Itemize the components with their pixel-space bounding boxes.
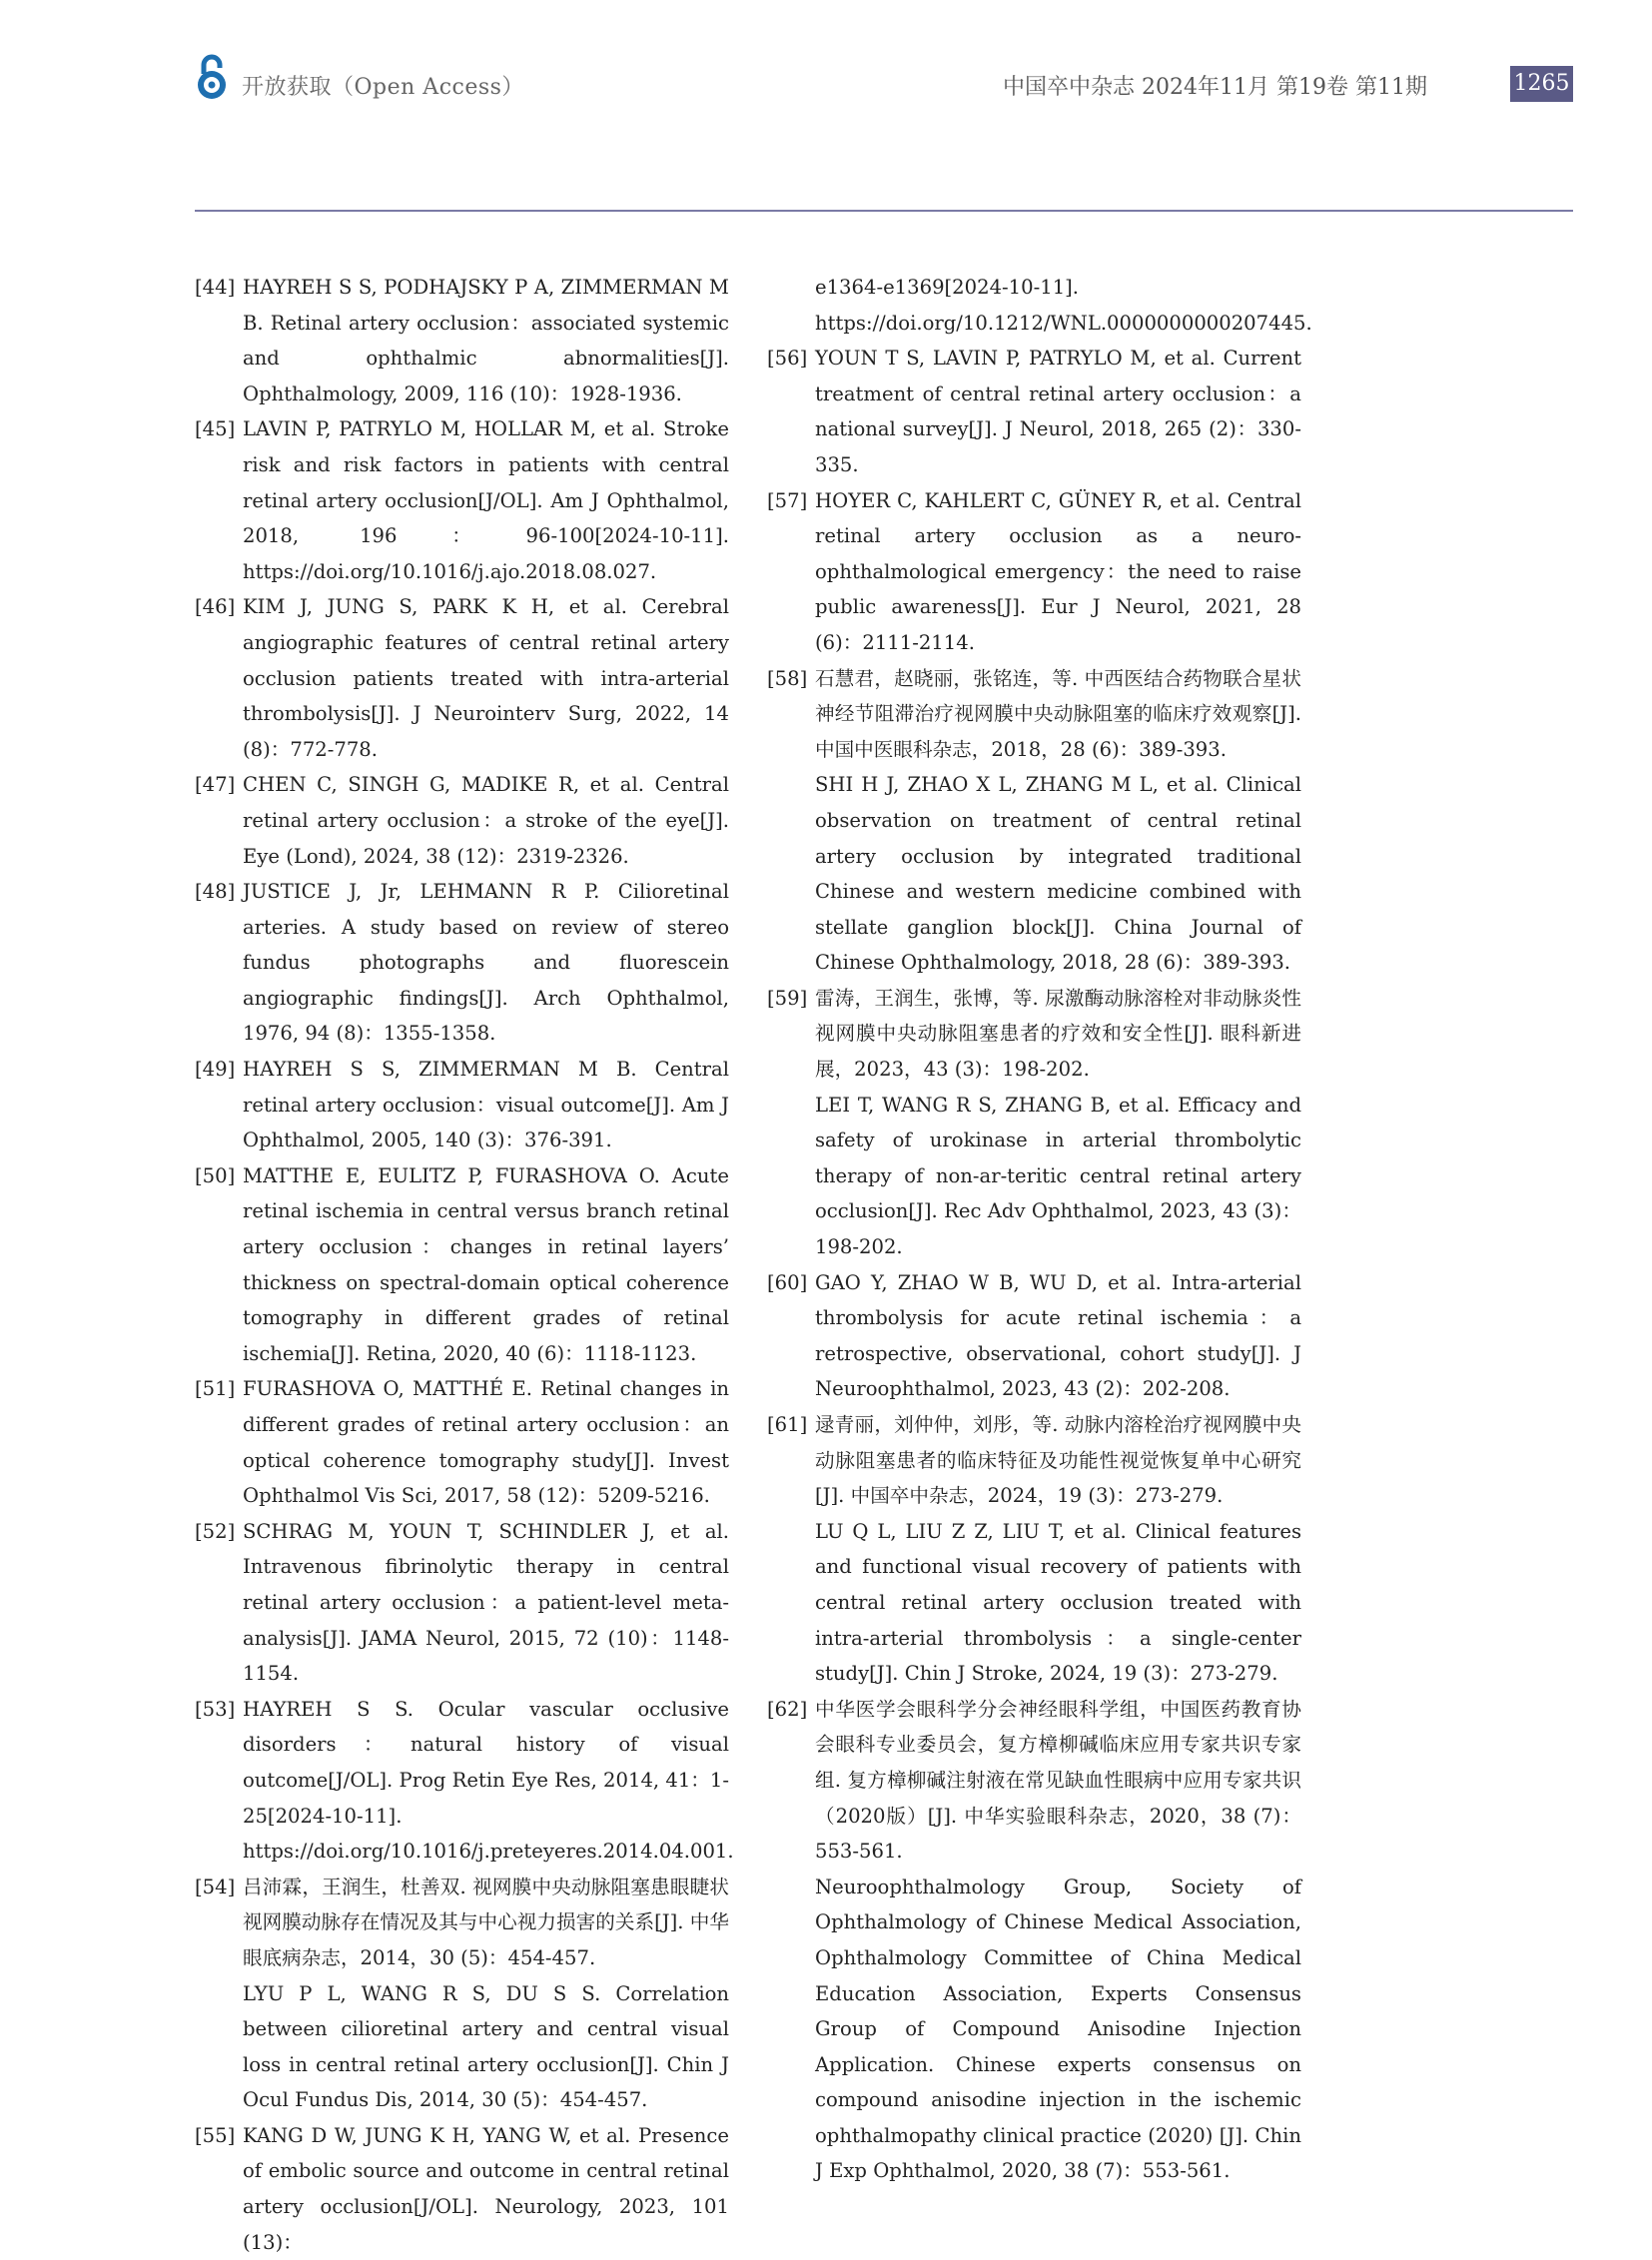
reference-text: SCHRAG M, YOUN T, SCHINDLER J, et al. Intravenous fibrinolytic therapy in central retinal artery occlusion：a patient-level meta-analysis[J]. JAMA Neurol, 2015, 72 (10)：1148-1154. <box>243 1519 729 1686</box>
reference-item <box>195 1692 734 1870</box>
reference-translation: Neuroophthalmology Group, Society of Ophthalmology of Chinese Medical Association, Ophthalmology Committee of China Medical Education Association, Experts Consensus Group of Compound Anisodine Injection Application. Chinese experts consensus on compound anisodine injection in the ischemic ophthalmopathy clinical practice (2020) [J]. Chin J Exp Ophthalmol, 2020, 38 (7)：553-561. <box>815 1875 1301 2183</box>
reference-text: 吕沛霖，王润生，杜善双. 视网膜中央动脉阻塞患眼睫状视网膜动脉存在情况及其与中心视力损害的关系[J]. 中华眼底病杂志，2014，30 (5)：454-457. <box>243 1875 729 1969</box>
reference-number: [48] <box>195 880 236 904</box>
references-left-column <box>195 270 734 2260</box>
reference-number: [60] <box>767 1270 808 1294</box>
reference-text: 雷涛，王润生，张博，等. 尿激酶动脉溶栓对非动脉炎性视网膜中央动脉阻塞患者的疗效和安全性[J]. 眼科新进展，2023，43 (3)：198-202. <box>815 986 1301 1082</box>
reference-translation: LU Q L, LIU Z Z, LIU T, et al. Clinical features and functional visual recovery of patients with central retinal artery occlusion treated with intra-arterial thrombolysis：a single-center study[J]. Chin J Stroke, 2024, 19 (3)：273-279. <box>815 1519 1301 1686</box>
reference-item <box>767 661 1301 981</box>
open-access-lock-icon <box>195 52 229 102</box>
reference-item <box>195 589 729 767</box>
reference-number: [44] <box>195 276 236 299</box>
reference-item <box>767 483 1301 661</box>
reference-item <box>195 270 729 411</box>
open-access-label: 开放获取（Open Access） <box>242 75 524 100</box>
reference-text: MATTHE E, EULITZ P, FURASHOVA O. Acute retinal ischemia in central versus branch retinal artery occlusion：changes in retinal layers’ thickness on spectral-domain optical coherence tomography in different grades of retinal ischemia[J]. Retina, 2020, 40 (6)：1118-1123. <box>243 1163 729 1365</box>
reference-number: [62] <box>767 1697 808 1721</box>
reference-item <box>195 1158 729 1372</box>
reference-translation: LYU P L, WANG R S, DU S S. Correlation between cilioretinal artery and central visual loss in central retinal artery occlusion[J]. Chin J Ocul Fundus Dis, 2014, 30 (5)：454-457. <box>243 1981 729 2112</box>
reference-number: [46] <box>195 595 236 619</box>
reference-item <box>195 1514 729 1692</box>
reference-text: JUSTICE J, Jr, LEHMANN R P. Cilioretinal arteries. A study based on review of stereo fundus photographs and fluorescein angiographic findings[J]. Arch Ophthalmol, 1976, 94 (8)：1355-1358. <box>243 880 729 1046</box>
reference-item <box>195 767 729 874</box>
reference-continuation: e1364-e1369[2024-10-11]. https://doi.org/10.1212/WNL.0000000000207445. <box>815 276 1312 335</box>
reference-number: [53] <box>195 1697 236 1721</box>
page-number-badge: 1265 <box>1510 66 1573 102</box>
reference-text: HOYER C, KAHLERT C, GÜNEY R, et al. Central retinal artery occlusion as a neuro-ophthalmological emergency：the need to raise public awareness[J]. Eur J Neurol, 2021, 28 (6)：2111-2114. <box>815 488 1301 654</box>
reference-translation: SHI H J, ZHAO X L, ZHANG M L, et al. Clinical observation on treatment of central retinal artery occlusion by integrated traditional Chinese and western medicine combined with stellate ganglion block[J]. China Journal of Chinese Ophthalmology, 2018, 28 (6)：389-393. <box>815 773 1301 975</box>
reference-text: 中华医学会眼科学分会神经眼科学组，中国医药教育协会眼科专业委员会，复方樟柳碱临床应用专家共识专家组. 复方樟柳碱注射液在常见缺血性眼病中应用专家共识（2020版）[J]. 中华实验眼科杂志，2020，38 (7)：553-561. <box>815 1697 1301 1864</box>
reference-number: [52] <box>195 1519 236 1543</box>
reference-text: YOUN T S, LAVIN P, PATRYLO M, et al. Current treatment of central retinal artery occlusion：a national survey[J]. J Neurol, 2018, 265 (2)：330-335. <box>815 347 1301 476</box>
reference-translation: LEI T, WANG R S, ZHANG B, et al. Efficacy and safety of urokinase in arterial thrombolytic therapy of non-ar-teritic central retinal artery occlusion[J]. Rec Adv Ophthalmol, 2023, 43 (3)：198-202. <box>815 1093 1301 1259</box>
reference-number: [49] <box>195 1058 236 1082</box>
reference-item <box>767 981 1301 1265</box>
reference-text: 逯青丽，刘仲仲，刘彤，等. 动脉内溶栓治疗视网膜中央动脉阻塞患者的临床特征及功能性视觉恢复单中心研究[J]. 中国卒中杂志，2024，19 (3)：273-279. <box>815 1413 1301 1508</box>
reference-item <box>767 1265 1301 1407</box>
reference-number: [54] <box>195 1875 236 1898</box>
reference-number: [59] <box>767 986 808 1010</box>
reference-number: [47] <box>195 773 236 797</box>
reference-number: [61] <box>767 1413 808 1436</box>
reference-text: 石慧君，赵晓丽，张铭连，等. 中西医结合药物联合星状神经节阻滞治疗视网膜中央动脉阻塞的临床疗效观察[J]. 中国中医眼科杂志，2018，28 (6)：389-393. <box>815 666 1301 761</box>
reference-text: HAYREH S S. Ocular vascular occlusive disorders：natural history of visual outcome[J/OL]. Prog Retin Eye Res, 2014, 41：1-25[2024-10-11]. https://doi.org/10.1016/j.preteyeres.2014.04.001. <box>243 1697 734 1864</box>
reference-text: KIM J, JUNG S, PARK K H, et al. Cerebral angiographic features of central retinal artery occlusion patients treated with intra-arterial thrombolysis[J]. J Neurointerv Surg, 2022, 14 (8)：772-778. <box>243 595 729 761</box>
reference-text: FURASHOVA O, MATTHÉ E. Retinal changes in different grades of retinal artery occlusion：an optical coherence tomography study[J]. Invest Ophthalmol Vis Sci, 2017, 58 (12)：5209-5216. <box>243 1377 729 1508</box>
reference-item <box>195 874 729 1052</box>
reference-text: HAYREH S S, ZIMMERMAN M B. Central retinal artery occlusion：visual outcome[J]. Am J Ophthalmol, 2005, 140 (3)：376-391. <box>243 1058 729 1152</box>
reference-number: [57] <box>767 488 808 512</box>
reference-number: [45] <box>195 417 236 441</box>
journal-citation: 中国卒中杂志 2024年11月 第19卷 第11期 <box>1003 75 1427 100</box>
reference-item <box>767 341 1301 482</box>
reference-item <box>195 2118 729 2260</box>
reference-item <box>195 1052 729 1158</box>
reference-number: [58] <box>767 666 808 690</box>
reference-item <box>767 1692 1301 2189</box>
reference-item <box>195 1371 729 1513</box>
reference-text: HAYREH S S, PODHAJSKY P A, ZIMMERMAN M B. Retinal artery occlusion：associated systemic and ophthalmic abnormalities[J]. Ophthalmology, 2009, 116 (10)：1928-1936. <box>243 276 729 405</box>
reference-item <box>195 411 729 589</box>
reference-item <box>195 1870 729 2118</box>
reference-text: GAO Y, ZHAO W B, WU D, et al. Intra-arterial thrombolysis for acute retinal ischemia：a retrospective, observational, cohort study[J]. J Neuroophthalmol, 2023, 43 (2)：202-208. <box>815 1270 1301 1401</box>
references-right-column <box>767 270 1312 2189</box>
reference-number: [50] <box>195 1163 236 1187</box>
reference-number: [51] <box>195 1377 236 1401</box>
page-header <box>0 0 1652 120</box>
reference-number: [55] <box>195 2123 236 2147</box>
reference-text: CHEN C, SINGH G, MADIKE R, et al. Central retinal artery occlusion：a stroke of the eye[J]. Eye (Lond), 2024, 38 (12)：2319-2326. <box>243 773 729 868</box>
reference-text: KANG D W, JUNG K H, YANG W, et al. Presence of embolic source and outcome in central retinal artery occlusion[J/OL]. Neurology, 2023, 101 (13)： <box>243 2123 729 2254</box>
reference-item <box>767 1407 1301 1692</box>
reference-text: LAVIN P, PATRYLO M, HOLLAR M, et al. Stroke risk and risk factors in patients with central retinal artery occlusion[J/OL]. Am J Ophthalmol, 2018, 196：96-100[2024-10-11]. https://doi.org/10.1016/j.ajo.2018.08.027. <box>243 417 729 583</box>
header-divider <box>195 210 1573 212</box>
reference-number: [56] <box>767 347 808 371</box>
